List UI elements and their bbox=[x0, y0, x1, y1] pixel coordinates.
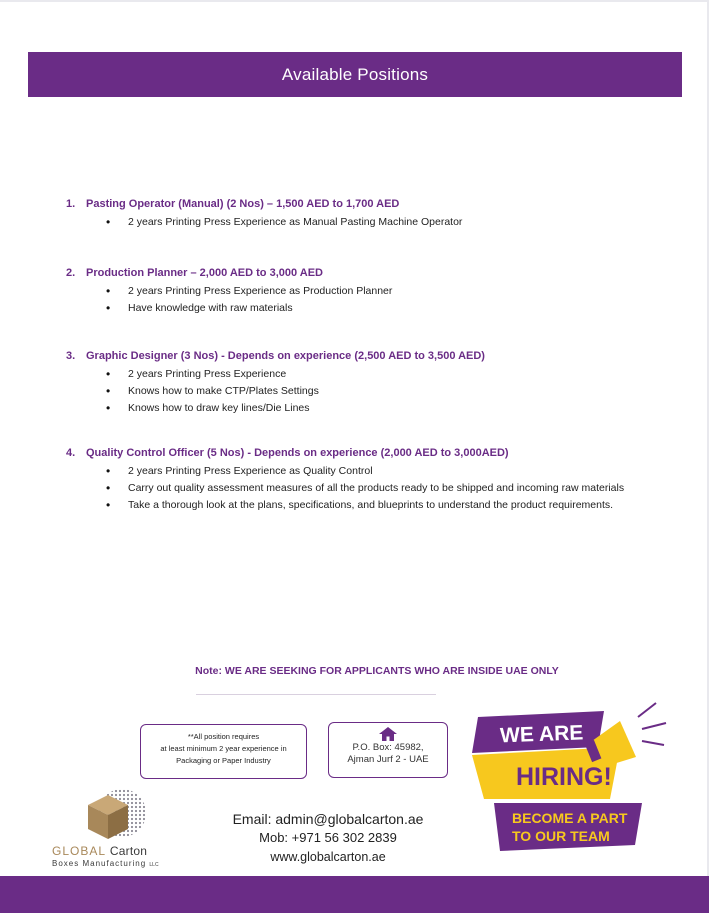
position-detail: • Take a thorough look at the plans, specifications, and blueprints to understand the product requirements. bbox=[106, 497, 626, 514]
position-number: 1. bbox=[66, 198, 76, 210]
logo-carton: Carton bbox=[109, 844, 148, 858]
logo-name bbox=[52, 845, 188, 858]
position-title bbox=[66, 265, 666, 281]
position-detail: • Have knowledge with raw materials bbox=[106, 300, 626, 317]
address-box bbox=[328, 722, 448, 778]
logo-llc: LLC bbox=[149, 862, 159, 868]
our-team-text: TO OUR TEAM bbox=[512, 828, 610, 844]
logo-sub-text: Boxes Manufacturing bbox=[52, 859, 147, 868]
contact-info bbox=[200, 810, 456, 867]
position-number: 2. bbox=[66, 267, 76, 279]
position-title-text: Graphic Designer (3 Nos) - Depends on experience (2,500 AED to 3,500 AED) bbox=[86, 350, 485, 362]
note-divider bbox=[196, 694, 436, 695]
position-title-text: Production Planner – 2,000 AED to 3,000 AED bbox=[86, 267, 323, 279]
position-details bbox=[106, 214, 666, 231]
positions-list bbox=[66, 196, 666, 548]
position-number: 4. bbox=[66, 447, 76, 459]
hiring-text: HIRING! bbox=[516, 763, 612, 791]
address-line: Ajman Jurf 2 - UAE bbox=[347, 754, 429, 765]
page-title: Available Positions bbox=[281, 64, 429, 84]
position-item bbox=[66, 445, 666, 514]
position-detail: • Knows how to make CTP/Plates Settings bbox=[106, 383, 626, 400]
position-number: 3. bbox=[66, 350, 76, 362]
position-detail: • 2 years Printing Press Experience as Manual Pasting Machine Operator bbox=[106, 214, 626, 231]
company-logo bbox=[52, 785, 188, 870]
position-title-text: Quality Control Officer (5 Nos) - Depends on experience (2,000 AED to 3,000AED) bbox=[86, 447, 509, 459]
position-detail: • Knows how to draw key lines/Die Lines bbox=[106, 400, 626, 417]
header-bar bbox=[28, 52, 682, 97]
position-item bbox=[66, 196, 666, 231]
position-detail: • 2 years Printing Press Experience as Production Planner bbox=[106, 283, 626, 300]
logo-global: GLOBAL bbox=[52, 844, 106, 858]
contact-mobile: Mob: +971 56 302 2839 bbox=[259, 830, 397, 845]
position-title bbox=[66, 196, 666, 212]
we-are-hiring-banner bbox=[470, 695, 685, 860]
position-item bbox=[66, 348, 666, 417]
carton-box-logo-icon bbox=[78, 785, 154, 843]
experience-requirement-box bbox=[140, 724, 307, 779]
address-line: P.O. Box: 45982, bbox=[352, 742, 424, 753]
position-title bbox=[66, 348, 666, 364]
position-title-text: Pasting Operator (Manual) (2 Nos) – 1,500 AED to 1,700 AED bbox=[86, 198, 400, 210]
footer-bar bbox=[0, 876, 709, 913]
contact-email[interactable]: Email: admin@globalcarton.ae bbox=[232, 811, 424, 827]
we-are-text: WE ARE bbox=[499, 721, 584, 748]
position-details bbox=[106, 366, 666, 417]
position-item bbox=[66, 265, 666, 317]
requirement-line: at least minimum 2 year experience in bbox=[160, 744, 287, 753]
position-detail: • 2 years Printing Press Experience bbox=[106, 366, 626, 383]
uae-only-note: Note: WE ARE SEEKING FOR APPLICANTS WHO ARE INSIDE UAE ONLY bbox=[195, 665, 559, 677]
position-details bbox=[106, 463, 666, 514]
logo-subtitle bbox=[52, 859, 188, 870]
page-top-edge bbox=[0, 0, 709, 2]
requirement-line: **All position requires bbox=[187, 732, 260, 741]
contact-website[interactable]: www.globalcarton.ae bbox=[270, 850, 386, 864]
become-part-text: BECOME A PART bbox=[512, 810, 628, 826]
position-detail: • Carry out quality assessment measures of all the products ready to be shipped and incoming raw materials bbox=[106, 480, 626, 497]
home-icon bbox=[378, 726, 398, 742]
position-title bbox=[66, 445, 666, 461]
position-details bbox=[106, 283, 666, 317]
position-detail: • 2 years Printing Press Experience as Quality Control bbox=[106, 463, 626, 480]
requirement-line: Packaging or Paper Industry bbox=[176, 756, 271, 765]
